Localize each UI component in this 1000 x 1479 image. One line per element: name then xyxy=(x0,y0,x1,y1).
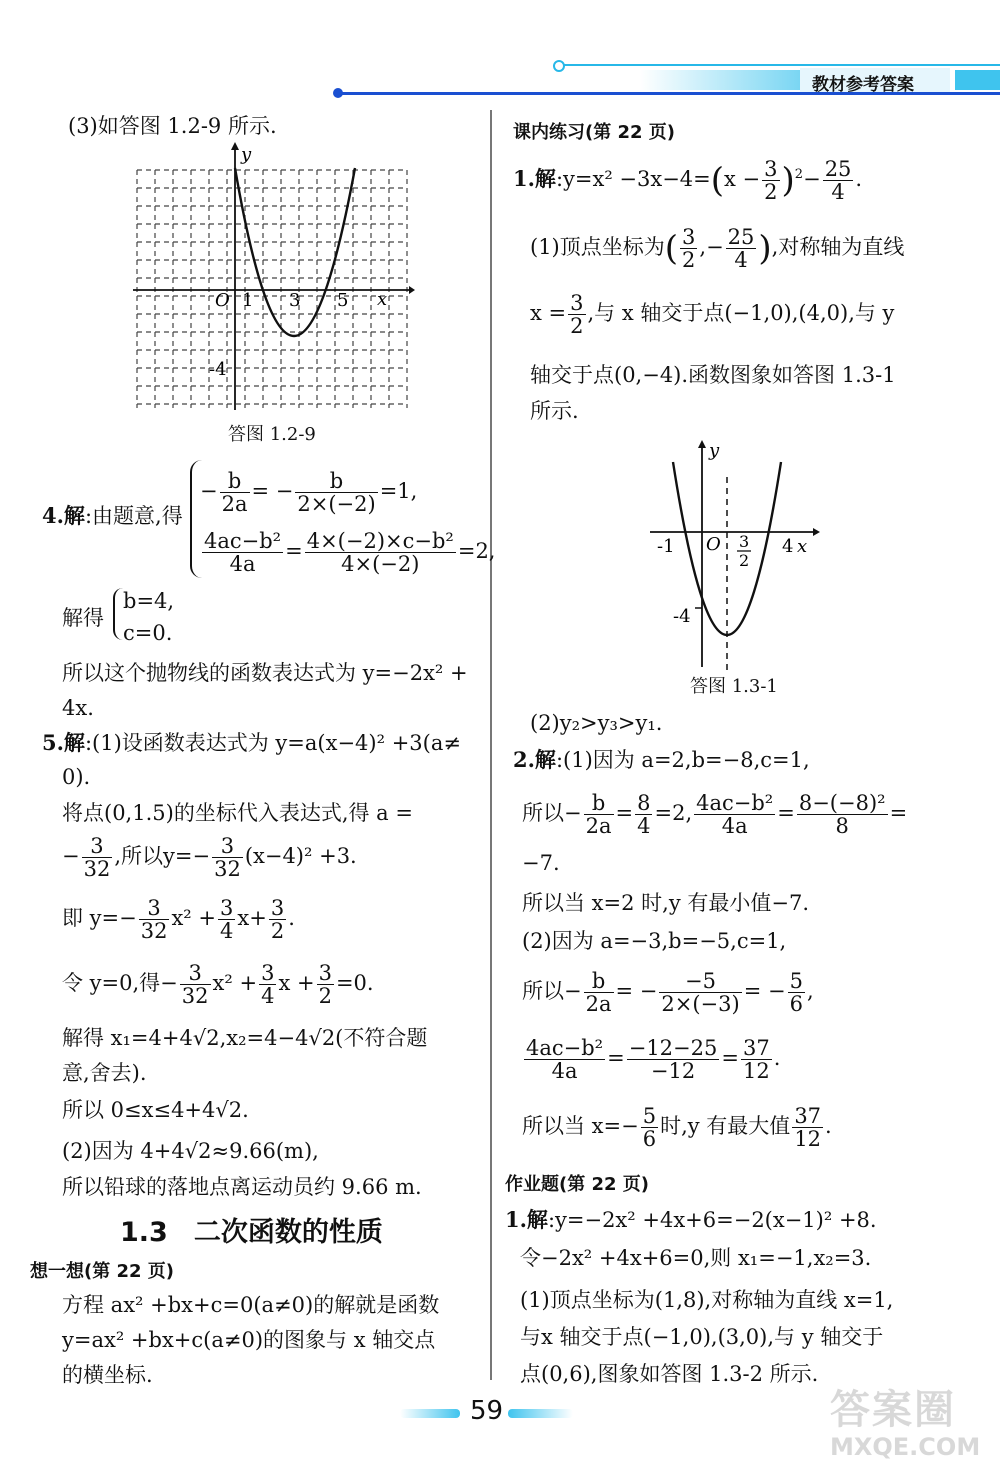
watermark-logo xyxy=(830,1388,990,1468)
q5-line-6: 令 y=0,得− $\frac{3}{32}$ x² + $\frac{3}{4}$ x + $\frac{3}{2}$ =0. xyxy=(62,961,374,1008)
r2-line-6: 所以− $\frac{b}{2a}$ = − $\frac{-5}{2\times(-3)}$ = − $\frac{5}{6}$ , xyxy=(522,969,814,1016)
r1-line-4: 轴交于点(0,−4).函数图象如答图 1.3-1 xyxy=(530,363,896,387)
homework-heading: 作业题(第 22 页) xyxy=(505,1174,650,1195)
grid xyxy=(137,170,407,408)
page-number: 59 xyxy=(470,1396,504,1426)
r2-line-1: 2.解:(1)因为 a=2,b=−8,c=1, xyxy=(513,747,810,772)
figure-caption-1-2-9: 答图 1.2-9 xyxy=(228,424,316,445)
footer-band-right xyxy=(508,1409,573,1418)
watermark-text-en: MXQE.COM xyxy=(830,1433,981,1461)
q5-line-11: 所以铅球的落地点离运动员约 9.66 m. xyxy=(62,1175,422,1199)
header-band-left xyxy=(640,70,800,90)
h1-line-3: (1)顶点坐标为(1,8),对称轴为直线 x=1, xyxy=(520,1288,894,1312)
q5-line-4: − $\frac{3}{32}$ ,所以y=− $\frac{3}{32}$ (x−4)² +3. xyxy=(62,834,357,881)
r1-equation: 1.解:y=x² −3x−4=(x − $\frac{3}{2}$ )$^2$− $\frac{25}{4}$ . xyxy=(513,157,863,204)
q4-solve-lead: 解得 xyxy=(62,606,104,630)
exercise-heading: 课内练习(第 22 页) xyxy=(513,122,676,143)
tick-frac-num: 3 xyxy=(739,532,750,551)
tick-minus-4: -4 xyxy=(209,359,227,380)
q4-number: 4.解 xyxy=(42,503,85,528)
r2-line-5: (2)因为 a=−3,b=−5,c=1, xyxy=(522,929,787,953)
tick-1: 1 xyxy=(242,290,254,311)
r1-line-5: 所示. xyxy=(530,399,579,423)
section-number: 1.3 xyxy=(120,1217,168,1248)
q5-line-5: 即 y=− $\frac{3}{32}$ x² + $\frac{3}{4}$ x+ $\frac{3}{2}$ . xyxy=(62,896,295,943)
watermark-text-cn: 答案圈 xyxy=(830,1387,956,1433)
tick-frac-den: 2 xyxy=(739,551,750,570)
r2-line-2: 所以− $\frac{b}{2a}$ = $\frac{8}{4}$ =2, $\frac{\text{4ac−b²}}{4a}$ = $\frac{\text{8−(−8)²}}{8}$ = xyxy=(522,791,908,838)
r2-line-7: $\frac{\text{4ac−b²}}{4a}$ = $\frac{-12-25}{-12}$ = $\frac{37}{12}$ . xyxy=(526,1036,781,1083)
r1-line-3: x = $\frac{3}{2}$ ,与 x 轴交于点(−1,0),(4,0),与 y xyxy=(530,291,895,338)
r2-line-8: 所以当 x=− $\frac{5}{6}$ 时,y 有最大值 $\frac{37}{12}$ . xyxy=(522,1104,832,1151)
origin-label: O xyxy=(706,534,721,555)
r1-part-2: (2)y₂>y₃>y₁. xyxy=(530,711,663,735)
think-line-1: 方程 ax² +bx+c=0(a≠0)的解就是函数 xyxy=(62,1293,440,1317)
x-label: x xyxy=(797,536,808,557)
h1-line-5: 点(0,6),图象如答图 1.3-2 所示. xyxy=(520,1362,819,1386)
y-label: y xyxy=(241,144,252,165)
q4-sol-2: c=0. xyxy=(123,621,173,645)
header-line-top xyxy=(560,64,1000,66)
q4-conclusion-1: 所以这个抛物线的函数表达式为 y=−2x² + xyxy=(62,661,468,685)
q4-conclusion-2: 4x. xyxy=(62,696,94,720)
y-label: y xyxy=(709,440,720,461)
think-line-3: 的横坐标. xyxy=(62,1363,153,1387)
section-name: 二次函数的性质 xyxy=(193,1217,383,1248)
q5-line-8: 意,舍去). xyxy=(62,1061,147,1085)
q4-eq2: $\frac{\text{4ac−b²}}{4a}$ = $\frac{\text{4×(−2)×c−b²}}{4\times(-2)}$ =2, xyxy=(204,529,496,576)
origin-label: O xyxy=(215,290,230,311)
q5-line-3: 将点(0,1.5)的坐标代入表达式,得 a = xyxy=(62,801,413,825)
header-dot-top xyxy=(553,60,565,72)
figure-caption-1-3-1: 答图 1.3-1 xyxy=(690,676,778,697)
footer-band-left xyxy=(400,1409,460,1418)
tick-5: 5 xyxy=(337,290,349,311)
header-label: 教材参考答案 xyxy=(812,75,914,95)
think-line-2: y=ax² +bx+c(a≠0)的图象与 x 轴交点 xyxy=(62,1328,436,1352)
q5-line-7: 解得 x₁=4+4√2,x₂=4−4√2(不符合题 xyxy=(62,1026,428,1050)
r2-line-4: 所以当 x=2 时,y 有最小值−7. xyxy=(522,891,809,915)
tick-4: 4 xyxy=(782,536,794,557)
header-dot-main xyxy=(333,88,343,98)
q4-sol-1: b=4, xyxy=(123,589,175,613)
tick-minus-1: -1 xyxy=(657,536,675,557)
q5-line-10: (2)因为 4+4√2≈9.66(m), xyxy=(62,1139,319,1163)
q4-solve-brace xyxy=(113,588,123,640)
q4-lead-text: :由题意,得 xyxy=(84,504,183,528)
q5-line-1: 5.解:(1)设函数表达式为 y=a(x−4)² +3(a≠ xyxy=(42,730,461,755)
q4-eq1: − $\frac{b}{2a}$ = − $\frac{b}{2\times(-2)}$ =1, xyxy=(200,469,418,516)
figure-1-2-9 xyxy=(125,140,415,415)
header-band-right xyxy=(955,70,1000,90)
column-divider xyxy=(490,110,492,1380)
tick-3: 3 xyxy=(289,290,301,311)
r2-line-3: −7. xyxy=(522,851,560,875)
q5-line-2: 0). xyxy=(62,765,91,789)
left-line-3: (3)如答图 1.2-9 所示. xyxy=(68,114,277,138)
q4-lead xyxy=(42,503,183,529)
figure-1-3-1 xyxy=(645,432,825,672)
section-title xyxy=(120,1210,383,1249)
h1-line-2: 令−2x² +4x+6=0,则 x₁=−1,x₂=3. xyxy=(520,1246,872,1270)
think-heading: 想一想(第 22 页) xyxy=(30,1261,175,1282)
x-label: x xyxy=(377,289,388,310)
tick-minus-4: -4 xyxy=(673,606,691,627)
h1-line-4: 与x 轴交于点(−1,0),(3,0),与 y 轴交于 xyxy=(520,1325,884,1349)
r1-line-2: (1)顶点坐标为( $\frac{3}{2}$ ,− $\frac{25}{4}$ ),对称轴为直线 xyxy=(530,225,905,272)
q5-line-9: 所以 0≤x≤4+4√2. xyxy=(62,1098,249,1122)
h1-line-1: 1.解:y=−2x² +4x+6=−2(x−1)² +8. xyxy=(505,1207,877,1232)
